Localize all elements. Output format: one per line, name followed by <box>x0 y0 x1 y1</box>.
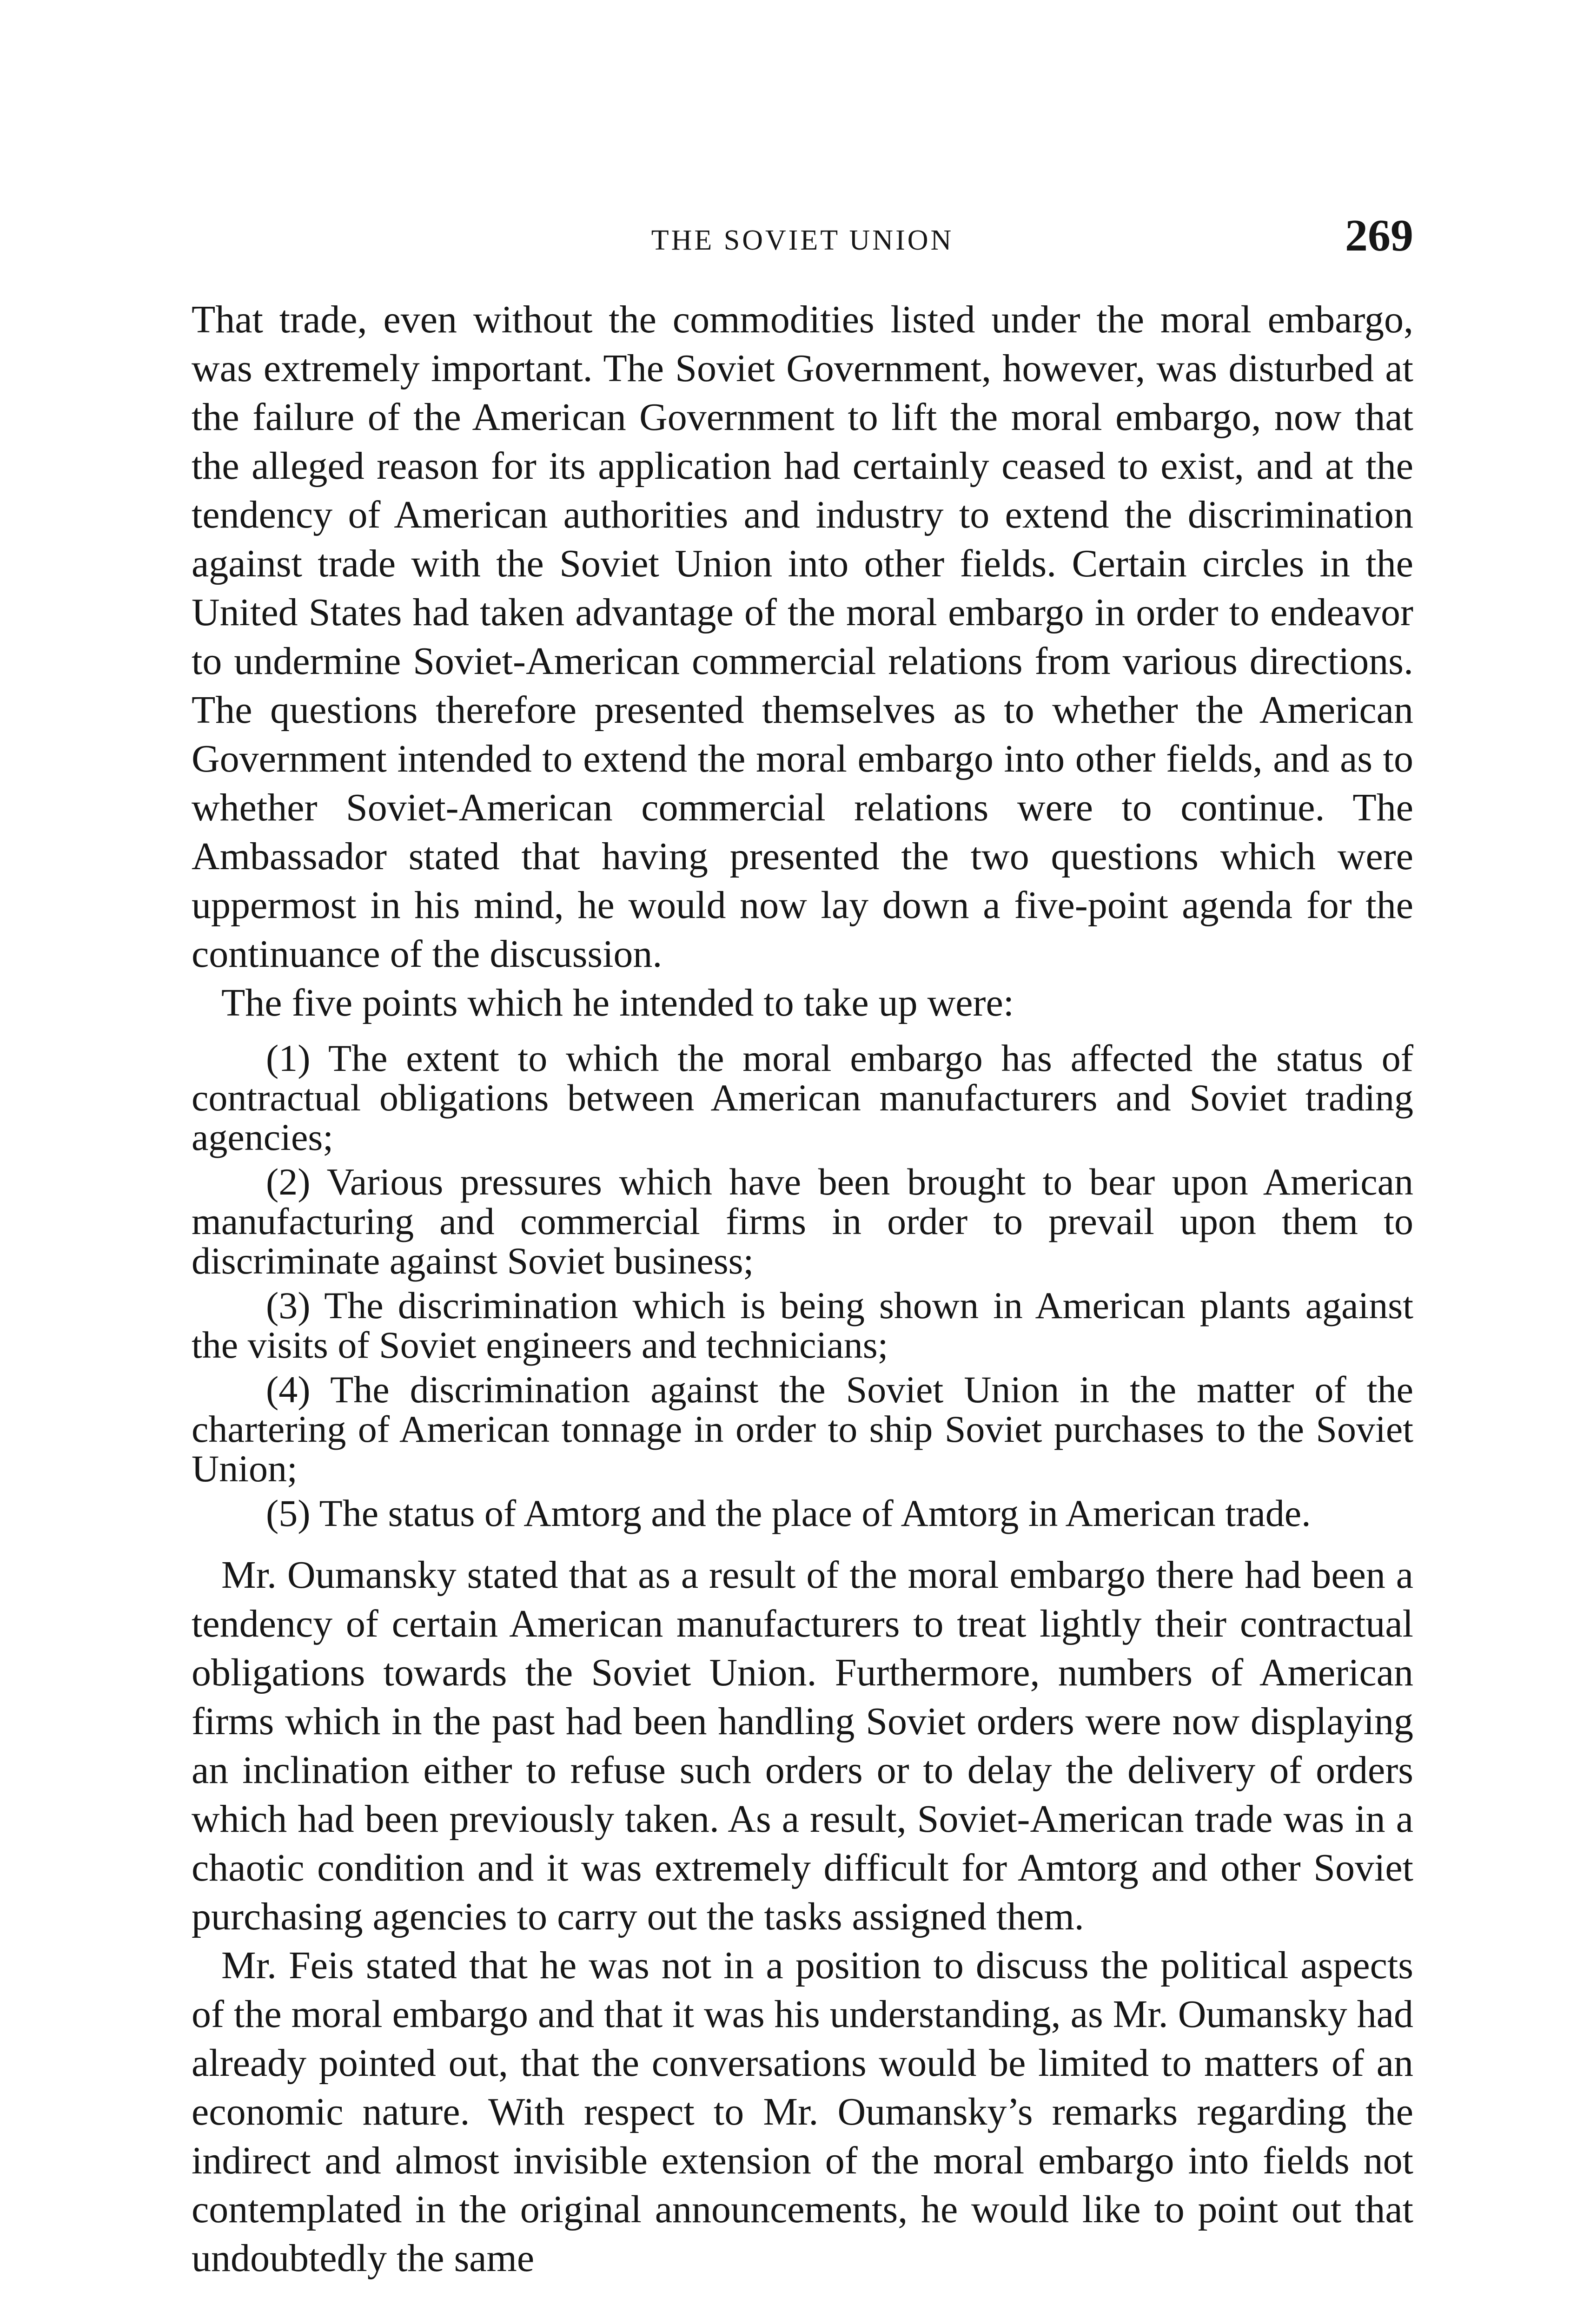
agenda-number: (3) <box>266 1284 311 1327</box>
agenda-text: The extent to which the moral embargo has affected the status of contractual obligations between American manufacturers and Soviet trading agencies; <box>192 1037 1413 1158</box>
agenda-item <box>192 1370 1413 1488</box>
body-paragraph: Mr. Feis stated that he was not in a position to discuss the political aspects of the moral embargo and that it was his understanding, as Mr. Oumansky had already pointed out, that the conversations would be limited to matters of an economic nature. With respect to Mr. Oumansky’s remarks regarding the indirect and almost invisible extension of the moral embargo into fields not contemplated in the original announcements, he would like to point out that undoubtedly the same <box>192 1944 1413 2280</box>
agenda-text: Various pressures which have been brought to bear upon American manufacturing and commercial firms in order to prevail upon them to discriminate against Soviet business; <box>192 1161 1413 1282</box>
body-paragraph: Mr. Oumansky stated that as a result of the moral embargo there had been a tendency of certain American manufacturers to treat lightly their contractual obligations towards the Soviet Union. Furthermore, numbers of American firms which in the past had been handling Soviet orders were now displaying an inclination either to refuse such orders or to delay the delivery of orders which had been previously taken. As a result, Soviet-American trade was in a chaotic condition and it was extremely difficult for Amtorg and other Soviet purchasing agencies to carry out the tasks assigned them. <box>192 1553 1413 1938</box>
body-paragraph: That trade, even without the commodities listed under the moral embargo, was extremely important. The Soviet Government, however, was disturbed at the failure of the American Government to lift the moral embargo, now that the alleged reason for its application had certainly ceased to exist, and at the tendency of American authorities and industry to extend the discrimination against trade with the Soviet Union into other fields. Certain circles in the United States had taken advantage of the moral embargo in order to endeavor to undermine Soviet-American commercial relations from various directions. The questions therefore presented themselves as to whether the American Government intended to extend the moral embargo into other fields, and as to whether Soviet-American commercial relations were to continue. The Ambassador stated that having presented the two questions which were uppermost in his mind, he would now lay down a five-point agenda for the continuance of the discussion. <box>192 298 1413 976</box>
agenda-number: (4) <box>266 1368 311 1411</box>
page-header <box>192 213 1413 269</box>
agenda-text: The discrimination against the Soviet Union in the matter of the chartering of American tonnage in order to ship Soviet purchases to the Soviet Union; <box>192 1368 1413 1490</box>
running-head: THE SOVIET UNION <box>651 224 954 256</box>
agenda-item <box>192 1286 1413 1365</box>
agenda-item <box>192 1038 1413 1157</box>
agenda-item <box>192 1162 1413 1281</box>
agenda-list <box>192 1038 1413 1533</box>
agenda-text: The discrimination which is being shown in American plants against the visits of Soviet engineers and technicians; <box>192 1284 1413 1366</box>
agenda-item <box>192 1493 1413 1533</box>
agenda-text: The status of Amtorg and the place of Amtorg in American trade. <box>319 1492 1311 1534</box>
agenda-number: (2) <box>266 1161 311 1203</box>
page-content <box>192 295 1413 2283</box>
page-number: 269 <box>1345 211 1413 261</box>
agenda-number: (5) <box>266 1492 311 1534</box>
agenda-intro: The five points which he intended to take up were: <box>221 981 1014 1024</box>
agenda-number: (1) <box>266 1037 311 1079</box>
